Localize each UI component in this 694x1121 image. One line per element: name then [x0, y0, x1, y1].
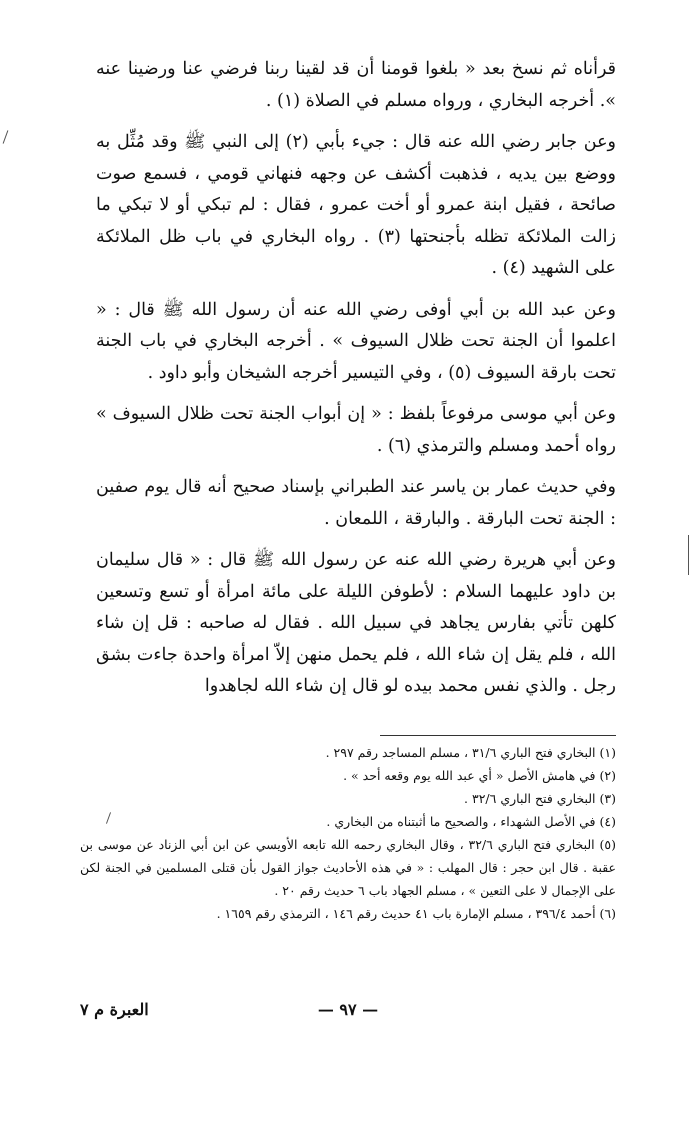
paragraph: وفي حديث عمار بن ياسر عند الطبراني بإسناد صحيح أنه قال يوم صفين : الجنة تحت البارقة . والبارقة ، اللمعان .	[96, 477, 616, 529]
paragraph: قرأناه ثم نسخ بعد « بلغوا قومنا أن قد لقينا ربنا فرضي عنا ورضينا عنه ». أخرجه البخاري ، ورواه مسلم في الصلاة (١) .	[96, 59, 616, 111]
footnote: (٣) البخاري فتح الباري ٣٢/٦ .	[464, 791, 616, 806]
paragraph: وعن أبي موسى مرفوعاً بلفظ : « إن أبواب الجنة تحت ظلال السيوف » رواه أحمد ومسلم والترمذي (٦) .	[96, 404, 616, 456]
footnote: (٤) في الأصل الشهداء ، والصحيح ما أثبتناه من البخاري .	[326, 814, 616, 829]
printer-signature: العبرة م ٧	[80, 1000, 149, 1019]
footnotes	[80, 741, 616, 925]
page-number: — ٩٧ —	[317, 1000, 379, 1019]
footnote: (٢) في هامش الأصل « أي عبد الله يوم وقعه أحد » .	[343, 768, 616, 783]
page-footer	[80, 1000, 616, 1030]
footnote: (١) البخاري فتح الباري ٣١/٦ ، مسلم المساجد رقم ٢٩٧ .	[325, 745, 616, 760]
paragraph: وعن عبد الله بن أبي أوفى رضي الله عنه أن رسول الله ﷺ قال : « اعلموا أن الجنة تحت ظلال السيوف » . أخرجه البخاري في باب الجنة تحت بارقة السيوف (٥) ، وفي التيسير أخرجه الشيخان وأبو داود .	[96, 299, 616, 383]
footnote: (٦) أحمد ٣٩٦/٤ ، مسلم الإمارة باب ٤١ حديث رقم ١٤٦ ، الترمذي رقم ١٦٥٩ .	[216, 906, 616, 921]
main-text	[96, 54, 616, 703]
footnote: (٥) البخاري فتح الباري ٣٢/٦ ، وقال البخاري رحمه الله تابعه الأويسي عن ابن أبي الزناد عن موسى بن عقبة . قال ابن حجر : قال المهلب : « في هذه الأحاديث جواز القول بأن قتلى المسلمين في الجنة لكن على الإجمال لا على التعين » ، مسلم الجهاد باب ٦ حديث رقم ٢٠ .	[80, 837, 616, 898]
paragraph: وعن جابر رضي الله عنه قال : جيء بأبي (٢) إلى النبي ﷺ وقد مُثِّل به ووضع بين يديه ، فذهبت أكشف عن وجهه فنهاني قومي ، فسمع صوت صائحة ، فقيل ابنة عمرو أو أخت عمرو ، فقال : لم تبكي أو لا تبكي ما زالت الملائكة تظله بأجنحتها (٣) . رواه البخاري في باب ظل الملائكة على الشهيد (٤) .	[96, 132, 616, 278]
margin-mark	[688, 535, 689, 575]
margin-mark	[3, 130, 9, 143]
footnote-separator	[380, 735, 616, 736]
paragraph: وعن أبي هريرة رضي الله عنه عن رسول الله ﷺ قال : « قال سليمان بن داود عليهما السلام : لأطوفن الليلة على مائة امرأة أو تسع وتسعين كلهن تأتي بفارس يجاهد في سبيل الله . فقال له صاحبه : قل إن شاء الله ، فلم يقل إن شاء الله ، فلم يحمل منهن إلاّ امرأة واحدة جاءت بشق رجل . والذي نفس محمد بيده لو قال إن شاء الله لجاهدوا	[96, 550, 616, 696]
